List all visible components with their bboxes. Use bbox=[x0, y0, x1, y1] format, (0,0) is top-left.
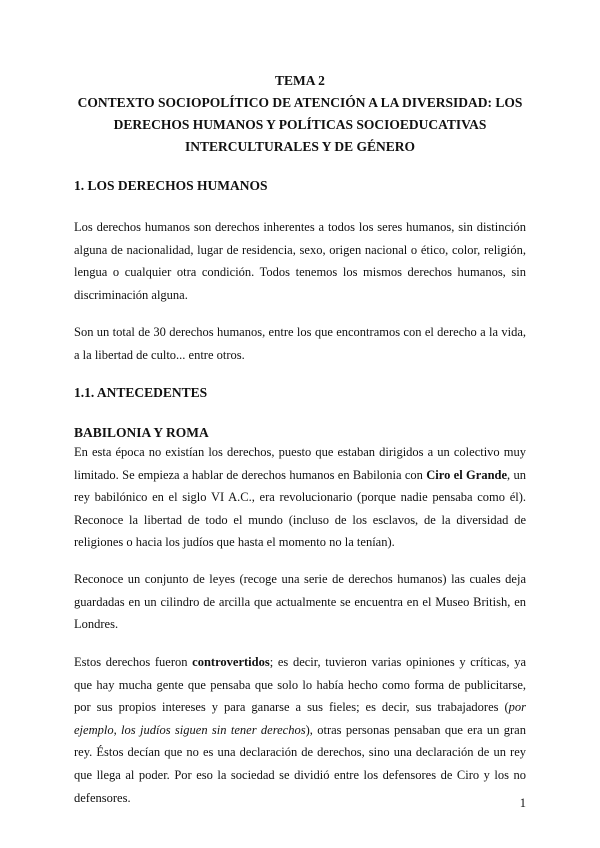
paragraph-controvertidos-text-a: Estos derechos fueron bbox=[74, 655, 193, 669]
page-number: 1 bbox=[519, 796, 526, 810]
paragraph-total-derechos: Son un total de 30 derechos humanos, entre los que encontramos con el derecho a la vida, a la libertad de culto... entre otros. bbox=[74, 325, 526, 362]
paragraph-controvertidos bbox=[74, 651, 526, 809]
ejemplo-italic: por ejemplo, los judíos siguen sin tener derechos bbox=[74, 700, 526, 737]
section-heading-derechos-humanos: 1. LOS DERECHOS HUMANOS bbox=[74, 178, 268, 193]
paragraph-controvertidos-text-c: ), otras personas pensaban que era un gran rey. Éstos decían que no es una declaración de derechos, sino una declaración de un rey que llega al poder. Por eso la sociedad se dividió entre los defensores de Ciro y los no defensores. bbox=[74, 722, 526, 805]
subheading-babilonia-roma: BABILONIA Y ROMA bbox=[74, 425, 209, 440]
paragraph-ciro-text-b: , un rey babilónico en el siglo VI A.C., era revolucionario (porque nadie pensaba como él). Reconoce la libertad de todo el mundo (incluso de los esclavos, de la diversidad de religiones o hacia los judíos que hasta el momento no la tenían). bbox=[74, 467, 526, 550]
ciro-el-grande-bold: Ciro el Grande bbox=[426, 467, 508, 482]
section-heading-antecedentes: 1.1. ANTECEDENTES bbox=[74, 385, 208, 400]
tema-label: TEMA 2 bbox=[275, 73, 325, 88]
paragraph-ciro bbox=[74, 441, 526, 554]
paragraph-controvertidos-text-b: ; es decir, tuvieron varias opiniones y críticas, ya que hay mucha gente que pensaba que solo lo había hecho como forma de publicitarse, por sus propios intereses y para ganarse a sus fieles; es decir, sus trabajadores ( bbox=[74, 655, 526, 715]
document-title-line-2: DERECHOS HUMANOS Y POLÍTICAS SOCIOEDUCATIVAS bbox=[113, 117, 487, 132]
paragraph-cilindro: Reconoce un conjunto de leyes (recoge una serie de derechos humanos) las cuales deja guardadas en un cilindro de arcilla que actualmente se encuentra en el Museo British, en Londres. bbox=[74, 572, 526, 632]
document-title-line-3: INTERCULTURALES Y DE GÉNERO bbox=[185, 139, 415, 154]
controvertidos-bold: controvertidos bbox=[192, 655, 270, 669]
paragraph-ciro-text-a: En esta época no existían los derechos, puesto que estaban dirigidos a un colectivo muy limitado. Se empieza a hablar de derechos humanos en Babilonia con bbox=[74, 445, 526, 482]
document-title-line-1: CONTEXTO SOCIOPOLÍTICO DE ATENCIÓN A LA DIVERSIDAD: LOS bbox=[77, 95, 523, 110]
paragraph-definicion: Los derechos humanos son derechos inherentes a todos los seres humanos, sin distinción alguna de nacionalidad, lugar de residencia, sexo, origen nacional o ético, color, religión, lengua o cualquier otra condición. Todos tenemos los mismos derechos humanos, sin discriminación alguna. bbox=[74, 220, 526, 302]
